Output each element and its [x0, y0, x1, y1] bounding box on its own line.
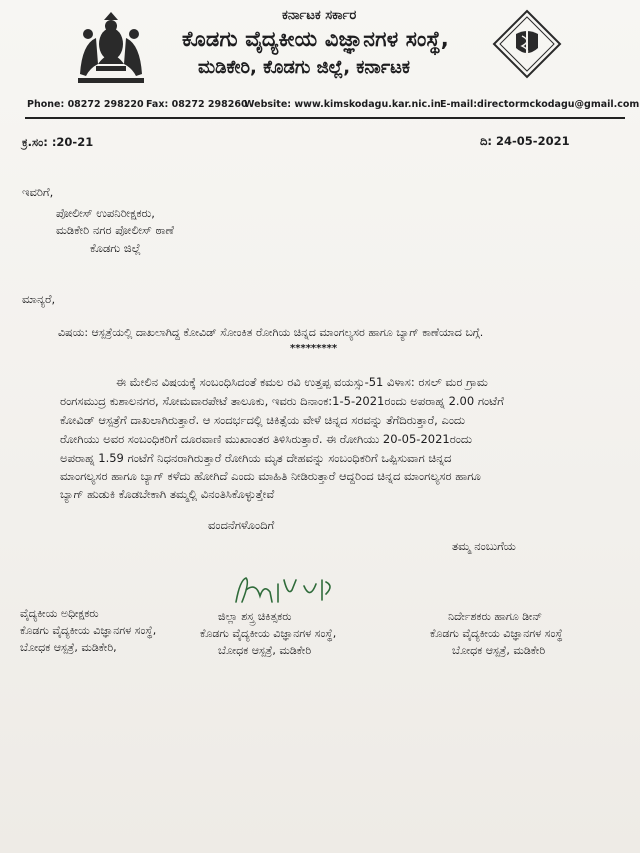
email-link[interactable]: E-mail:directormckodagu@gmail.com [440, 99, 640, 110]
recipient-line-3: ಕೊಡಗು ಜಿಲ್ಲೆ [90, 241, 141, 255]
body-line: ಅಪರಾಹ್ನ 1.59 ಗಂಟೆಗೆ ನಿಧನರಾಗಿರುತ್ತಾರೆ ರೋಗಿಯ ಮೃತ ದೇಹವನ್ನು ಸಂಬಂಧಿಕರಿಗೆ ಒಪ್ಪಿಸುವಾಗ ಚಿನ್ನದ [60, 451, 452, 465]
header-divider [25, 117, 625, 119]
government-label: ಕರ್ನಾಟಕ ಸರ್ಕಾರ [282, 8, 357, 23]
signatory-right-place: ಬೋಧಕ ಆಸ್ಪತ್ರೆ, ಮಡಿಕೇರಿ [452, 644, 546, 657]
closing-regards: ವಂದನೆಗಳೊಂದಿಗೆ [208, 518, 275, 532]
institute-name: ಕೊಡಗು ವೈದ್ಯಕೀಯ ವಿಜ್ಞಾನಗಳ ಸಂಸ್ಥೆ, [182, 27, 449, 51]
reference-number: ಕ್ರ.ಸಂ: :20-21 [22, 135, 94, 149]
institute-location: ಮಡಿಕೇರಿ, ಕೊಡಗು ಜಿಲ್ಲೆ, ಕರ್ನಾಟಕ [198, 57, 410, 78]
body-line: ಈ ಮೇಲಿನ ವಿಷಯಕ್ಕೆ ಸಂಬಂಧಿಸಿದಂತೆ ಕಮಲ ರವಿ ಉತ್ತಪ್ಪ ವಯಸ್ಸು-51 ವಿಳಾಸ: ರಸಲ್ ಮರ ಗ್ರಾಮ [116, 375, 488, 389]
recipient-line-2: ಮಡಿಕೇರಿ ನಗರ ಪೋಲೀಸ್ ಠಾಣೆ [56, 223, 175, 237]
signatory-left-org: ಕೊಡಗು ವೈದ್ಯಕೀಯ ವಿಜ್ಞಾನಗಳ ಸಂಸ್ಥೆ, [20, 624, 157, 637]
signatory-middle-place: ಬೋಧಕ ಆಸ್ಪತ್ರೆ, ಮಡಿಕೇರಿ [218, 644, 312, 657]
body-line: ಮಾಂಗಲ್ಯಸರ ಹಾಗೂ ಬ್ಯಾಗ್ ಕಳೆದು ಹೋಗಿದೆ ಎಂದು ಮಾಹಿತಿ ನೀಡಿರುತ್ತಾರೆ ಆದ್ದರಿಂದ ಚಿನ್ನದ ಮಾಂಗಲ್ಯಸರ ಹಾಗೂ [60, 469, 481, 483]
fax-number: Fax: 08272 298260 [146, 99, 248, 110]
letter-date: ದಿ: 24-05-2021 [480, 134, 570, 148]
closing-yours: ತಮ್ಮ ನಂಬುಗೆಯ [452, 539, 516, 553]
recipient-line-1: ಪೋಲೀಸ್ ಉಪನಿರೀಕ್ಷಕರು, [56, 206, 155, 220]
signatory-middle-title: ಜಿಲ್ಲಾ ಶಸ್ತ್ರ ಚಿಕಿತ್ಸಕರು [218, 610, 292, 623]
karnataka-emblem-icon [68, 4, 154, 90]
signatory-right-org: ಕೊಡಗು ವೈದ್ಯಕೀಯ ವಿಜ್ಞಾನಗಳ ಸಂಸ್ಥೆ [430, 627, 563, 640]
body-line: ಕೋವಿಡ್ ಆಸ್ಪತ್ರೆಗೆ ದಾಖಲಾಗಿರುತ್ತಾರೆ. ಆ ಸಂದರ್ಭದಲ್ಲಿ ಚಿಕಿತ್ಸೆಯ ವೇಳೆ ಚಿನ್ನದ ಸರವನ್ನು ತೆಗೆದಿರುತ್ತಾರೆ, ಎಂದು [60, 413, 466, 427]
body-line: ಬ್ಯಾಗ್ ಹುಡುಕಿ ಕೊಡಬೇಕಾಗಿ ತಮ್ಮಲ್ಲಿ ವಿನಂತಿಸಿಕೊಳ್ಳುತ್ತೇವೆ [60, 487, 275, 501]
body-line: ರೋಗಿಯು ಅವರ ಸಂಬಂಧಿಕರಿಗೆ ದೂರವಾಣಿ ಮುಖಾಂತರ ತಿಳಿಸಿರುತ್ತಾರೆ. ಈ ರೋಗಿಯು 20-05-2021ರಂದು [60, 432, 472, 446]
separator: ********* [290, 343, 338, 354]
signatory-left-title: ವೈದ್ಯಕೀಯ ಅಧೀಕ್ಷಕರು [20, 607, 99, 620]
website-link[interactable]: Website: www.kimskodagu.kar.nic.in [244, 99, 441, 110]
body-line: ರಂಗಸಮುದ್ರ ಕುಶಾಲನಗರ, ಸೋಮವಾರಪೇಟೆ ತಾಲೂಕು, ಇವರು ದಿನಾಂಕ:1-5-2021ರಂದು ಅಪರಾಹ್ನ 2.00 ಗಂಟೆಗೆ [60, 394, 504, 408]
signatory-right-title: ನಿರ್ದೇಶಕರು ಹಾಗೂ ಡೀನ್ [448, 610, 543, 623]
handwritten-signature [226, 572, 346, 610]
phone-number: Phone: 08272 298220 [27, 99, 144, 110]
subject-line: ವಿಷಯ: ಆಸ್ಪತ್ರೆಯಲ್ಲಿ ದಾಖಲಾಗಿದ್ದ ಕೋವಿಡ್ ಸೋಂಕಿತ ರೋಗಿಯ ಚಿನ್ನದ ಮಾಂಗಲ್ಯಸರ ಹಾಗೂ ಬ್ಯಾಗ್ ಕಾಣೆಯಾದ ಬಗ್ಗೆ. [58, 326, 484, 339]
greeting: ಮಾನ್ಯರೆ, [22, 292, 56, 306]
signatory-left-place: ಬೋಧಕ ಆಸ್ಪತ್ರೆ, ಮಡಿಕೇರಿ, [20, 641, 117, 654]
signatory-middle-org: ಕೊಡಗು ವೈದ್ಯಕೀಯ ವಿಜ್ಞಾನಗಳ ಸಂಸ್ಥೆ, [200, 627, 337, 640]
recipient-salutation: ಇವರಿಗೆ, [22, 185, 54, 199]
institute-seal-icon [488, 8, 566, 80]
